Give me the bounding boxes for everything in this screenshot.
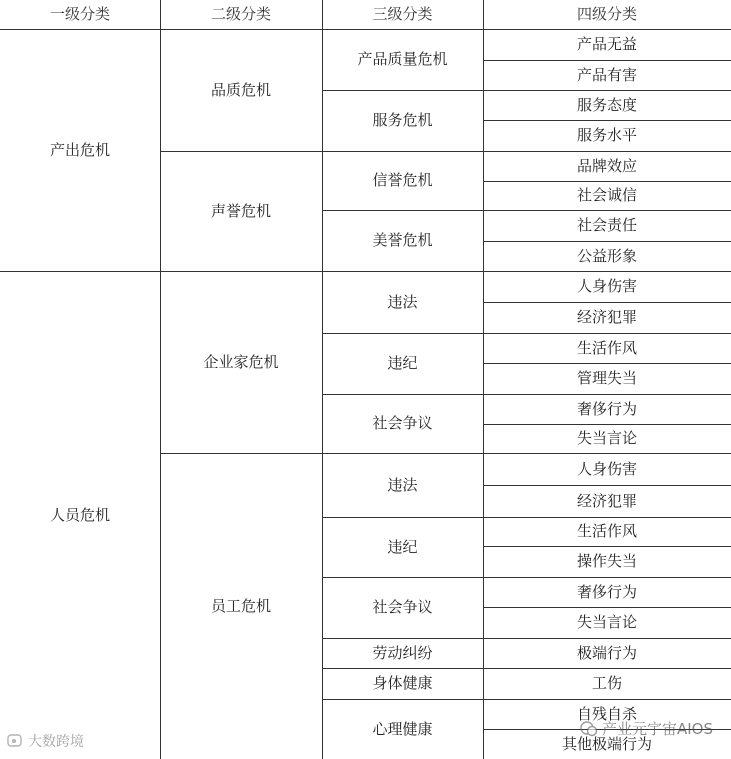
header-level3: 三级分类 xyxy=(372,5,433,23)
level4-cell: 失当言论 xyxy=(576,613,637,631)
level2-cell: 员工危机 xyxy=(210,596,271,615)
level4-cell: 经济犯罪 xyxy=(576,491,637,510)
level3-cell: 身体健康 xyxy=(372,674,433,692)
rule xyxy=(322,577,731,578)
rule xyxy=(483,607,731,608)
level4-cell: 人身伤害 xyxy=(576,277,637,295)
level2-cell: 品质危机 xyxy=(210,80,271,99)
watermark-right-text: 产业元宇宙AIOS xyxy=(601,720,713,738)
level4-cell: 产品有害 xyxy=(576,65,637,84)
rule xyxy=(322,210,731,211)
level3-cell: 社会争议 xyxy=(372,598,433,616)
rule xyxy=(160,453,731,454)
level3-cell: 违纪 xyxy=(387,354,418,372)
level4-cell: 公益形象 xyxy=(576,246,637,265)
level4-cell: 品牌效应 xyxy=(576,156,637,175)
level2-cell: 企业家危机 xyxy=(203,352,279,371)
rule xyxy=(483,424,731,425)
level3-cell: 违法 xyxy=(387,292,418,311)
rule xyxy=(483,120,731,121)
rule xyxy=(322,668,731,669)
rule xyxy=(483,181,731,182)
level2-cell: 声誉危机 xyxy=(210,201,271,220)
rule-group xyxy=(0,271,731,272)
rule xyxy=(322,517,731,518)
level1-cell: 人员危机 xyxy=(49,505,110,524)
level1-cell: 产出危机 xyxy=(49,140,110,159)
level4-cell: 人身伤害 xyxy=(576,459,637,478)
rule xyxy=(322,699,731,700)
level3-cell: 产品质量危机 xyxy=(357,50,448,68)
col-rule xyxy=(160,0,161,759)
header-level1: 一级分类 xyxy=(49,5,110,23)
rule xyxy=(483,60,731,61)
level4-cell: 极端行为 xyxy=(576,643,637,662)
rule xyxy=(322,394,731,395)
level4-cell: 经济犯罪 xyxy=(576,308,637,326)
rule xyxy=(322,333,731,334)
level4-cell: 奢侈行为 xyxy=(576,399,637,418)
level4-cell: 社会责任 xyxy=(576,216,637,234)
level4-cell: 自残自杀 xyxy=(576,704,637,723)
level4-cell: 管理失当 xyxy=(576,369,637,387)
watermark-left-text: 大数跨境 xyxy=(28,734,84,750)
level3-cell: 美誉危机 xyxy=(372,231,433,249)
rule xyxy=(322,90,731,91)
rule-top xyxy=(0,29,731,30)
level4-cell: 奢侈行为 xyxy=(576,582,637,601)
level3-cell: 劳动纠纷 xyxy=(372,643,433,662)
rule xyxy=(483,363,731,364)
level3-cell: 违纪 xyxy=(387,537,418,556)
level3-cell: 违法 xyxy=(387,475,418,494)
level3-cell: 信誉危机 xyxy=(372,171,433,189)
level4-cell: 社会诚信 xyxy=(576,186,637,204)
level4-cell: 工伤 xyxy=(591,674,622,692)
level4-cell: 生活作风 xyxy=(576,522,637,540)
rule xyxy=(483,485,731,486)
rule xyxy=(322,638,731,639)
level4-cell: 操作失当 xyxy=(576,552,637,570)
rule xyxy=(483,546,731,547)
header-level4: 四级分类 xyxy=(576,5,637,23)
level4-cell: 产品无益 xyxy=(576,35,637,53)
rule xyxy=(160,151,731,152)
level3-cell: 社会争议 xyxy=(372,414,433,432)
col-rule xyxy=(322,0,323,759)
level4-cell: 生活作风 xyxy=(576,338,637,357)
col-rule xyxy=(483,0,484,759)
rule xyxy=(483,302,731,303)
level4-cell: 服务态度 xyxy=(576,95,637,114)
rule xyxy=(483,241,731,242)
level3-cell: 心理健康 xyxy=(372,719,433,738)
header-level2: 二级分类 xyxy=(210,5,271,23)
level4-cell: 失当言论 xyxy=(576,429,637,447)
level4-cell: 服务水平 xyxy=(576,126,637,144)
rule xyxy=(483,729,731,730)
level3-cell: 服务危机 xyxy=(372,111,433,129)
level4-cell: 其他极端行为 xyxy=(561,734,652,753)
